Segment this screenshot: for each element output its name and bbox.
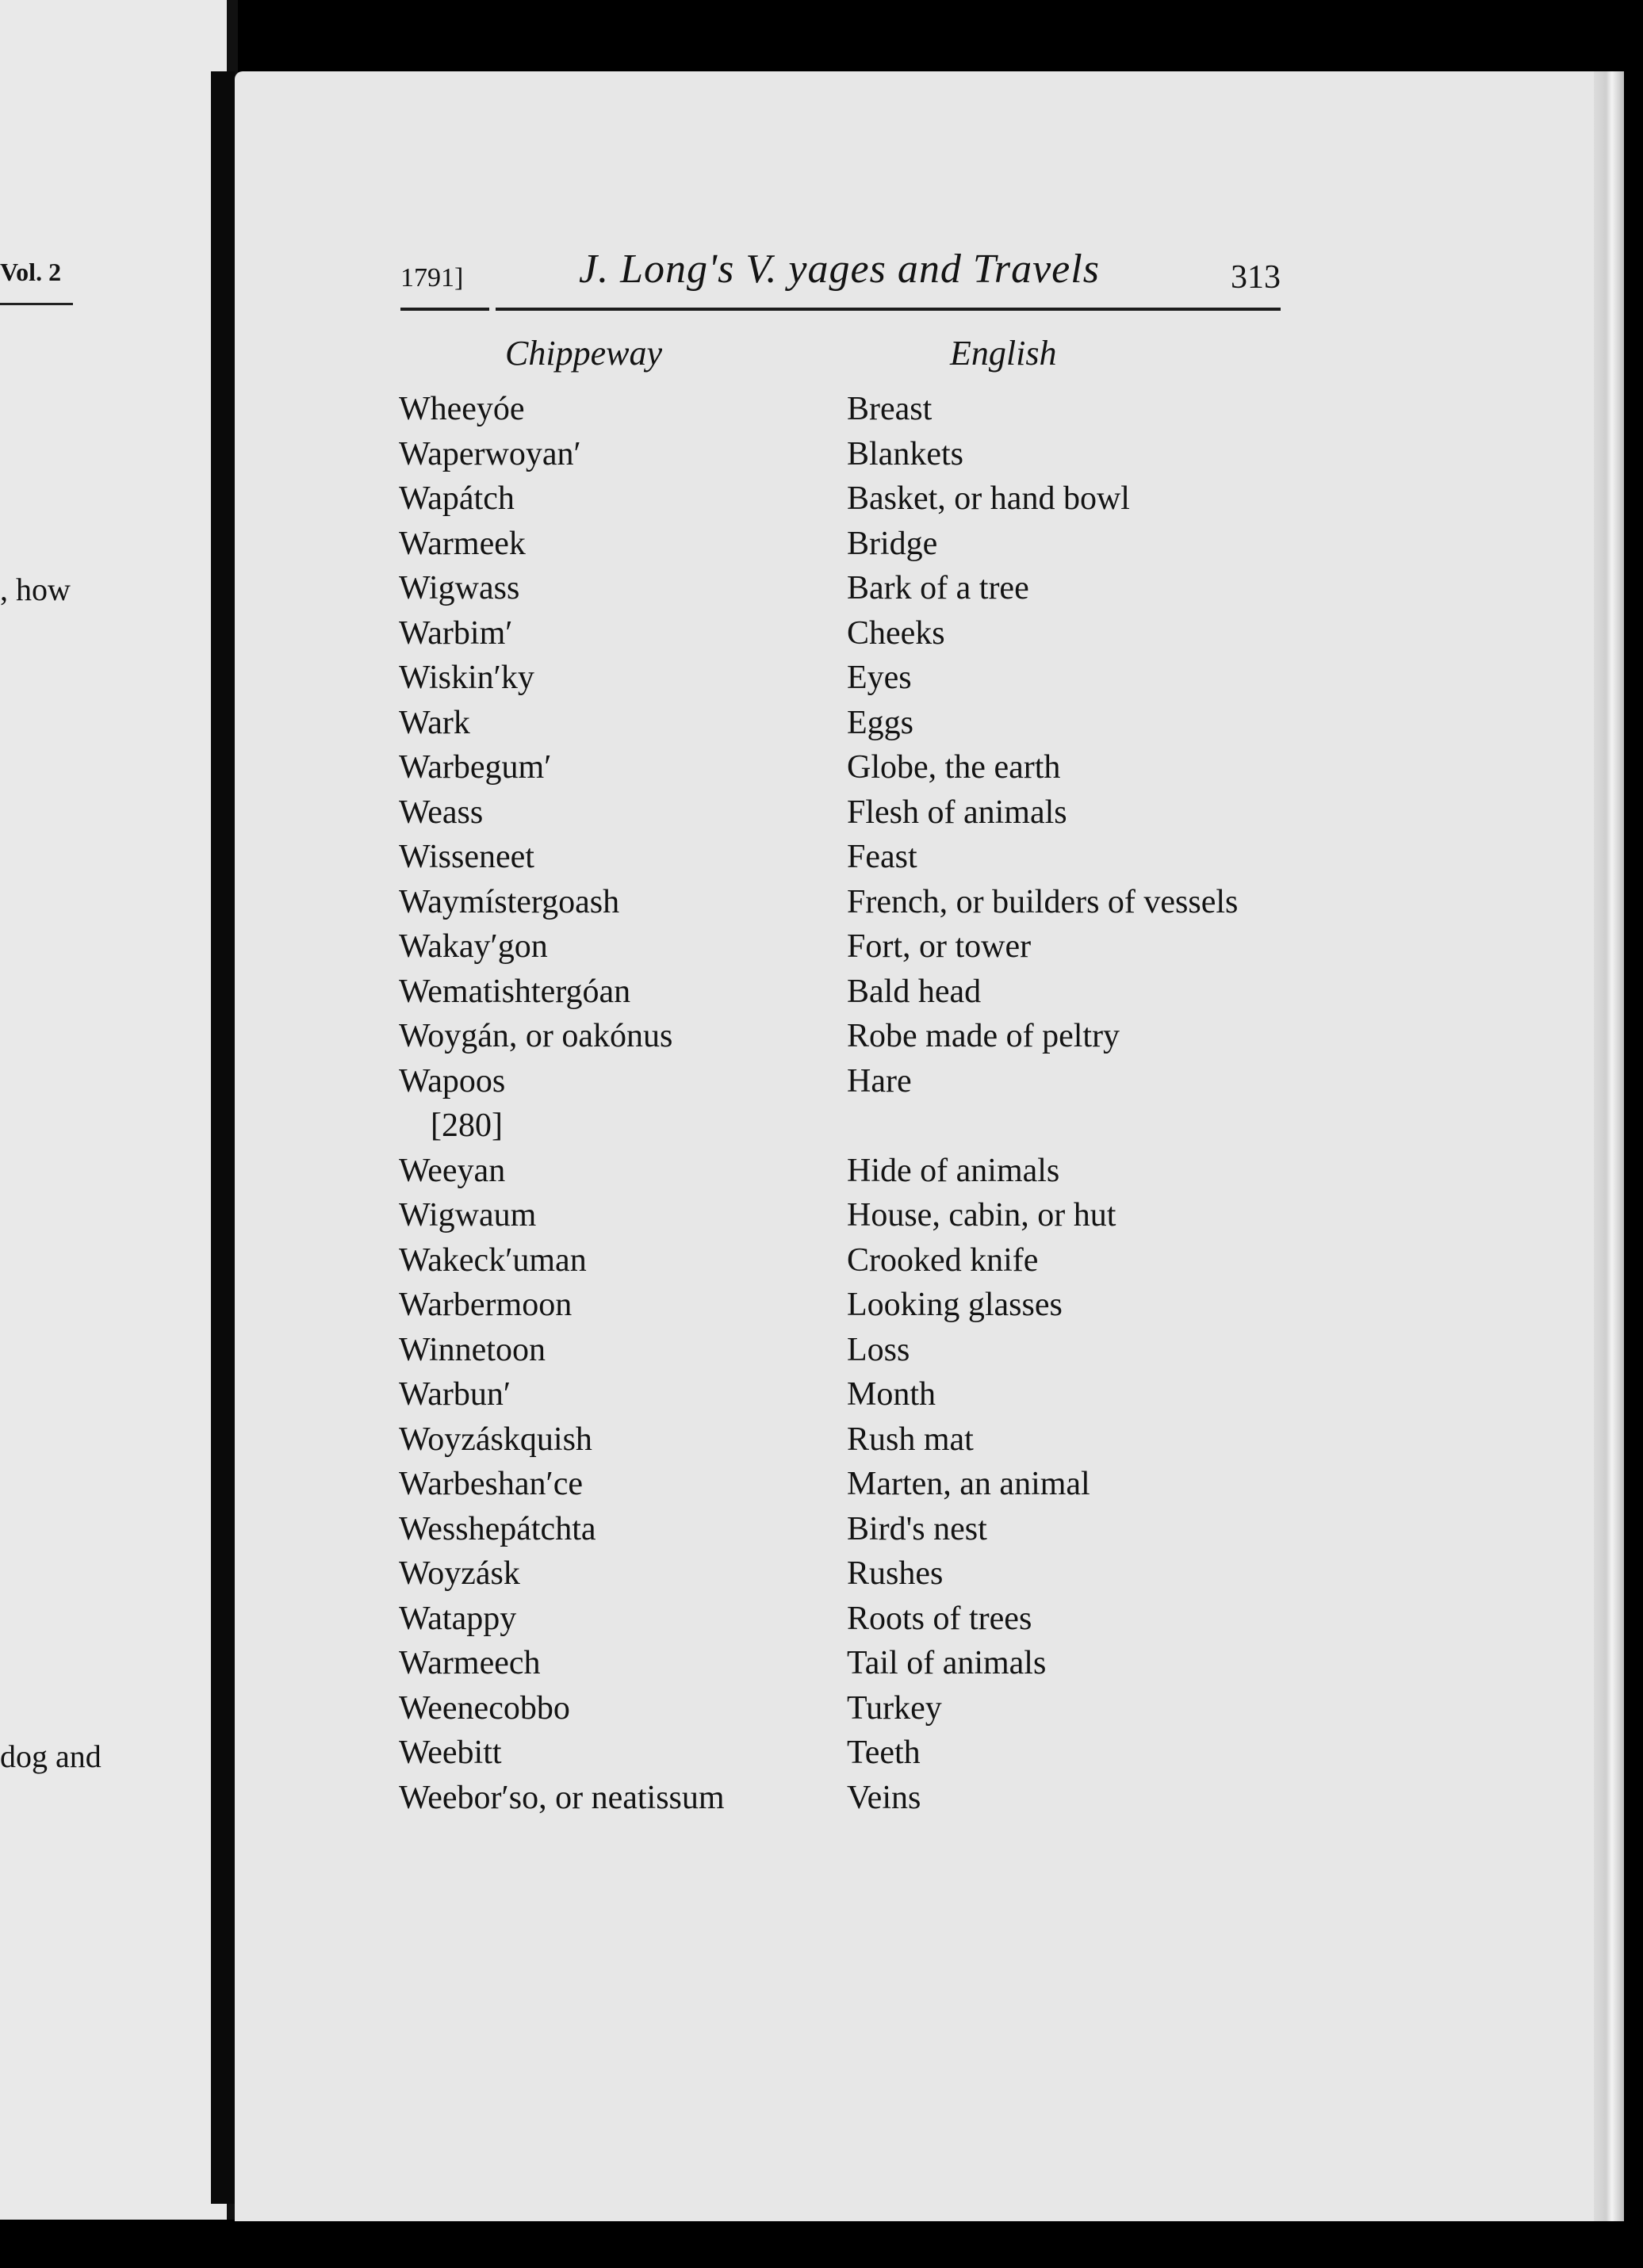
left-page-text-fragment: , how [0, 572, 71, 607]
table-row [399, 1641, 1311, 1686]
table-row [399, 656, 1311, 701]
table-row [399, 1283, 1311, 1328]
table-row [399, 1462, 1311, 1507]
table-row [399, 924, 1311, 970]
chippeway-word: Weass [399, 794, 484, 831]
english-word: Basket, or hand bowl [847, 480, 1130, 517]
english-word: Breast [847, 391, 933, 427]
english-word: Roots of trees [847, 1600, 1032, 1637]
table-row [399, 387, 1311, 432]
vocabulary-table [399, 387, 1311, 1820]
english-word: Veins [847, 1779, 921, 1816]
table-row [399, 1686, 1311, 1731]
english-word: Hare [847, 1062, 912, 1100]
left-page-header: Vol. 2 [0, 258, 73, 305]
running-head-title: J. Long's V. yages and Travels [579, 247, 1100, 292]
table-row [399, 522, 1311, 567]
chippeway-word: Warbim′ [399, 614, 513, 652]
chippeway-word: Warbermoon [399, 1287, 573, 1323]
english-word: Tail of animals [847, 1645, 1047, 1681]
chippeway-word: Warbeshan′ce [399, 1466, 584, 1502]
chippeway-word: Waperwoyan′ [399, 435, 581, 472]
column-header-english: English [950, 334, 1057, 373]
chippeway-word: Wheeyóe [399, 391, 525, 427]
chippeway-word: Weebor′so, or neatissum [399, 1779, 725, 1816]
table-row [399, 1731, 1311, 1776]
english-word: Looking glasses [847, 1287, 1063, 1323]
book-spine [211, 71, 235, 2204]
english-word: Teeth [847, 1734, 921, 1771]
chippeway-word: Weenecobbo [399, 1689, 570, 1727]
table-row [399, 1372, 1311, 1417]
chippeway-word: Wigwass [399, 570, 520, 606]
table-row [399, 1238, 1311, 1283]
table-row [399, 970, 1311, 1015]
english-word: Turkey [847, 1689, 942, 1727]
table-row [399, 1149, 1311, 1194]
chippeway-word: Wigwaum [399, 1197, 537, 1233]
english-word: Rushes [847, 1555, 944, 1592]
left-page-text-fragment: dog and [0, 1738, 101, 1774]
chippeway-word: Weebitt [399, 1734, 502, 1771]
chippeway-word: Warbegum′ [399, 749, 552, 786]
table-row [399, 476, 1311, 522]
english-word: Fort, or tower [847, 928, 1032, 965]
header-rule [496, 308, 1281, 311]
table-row [399, 1103, 1311, 1149]
table-row [399, 566, 1311, 611]
chippeway-word: Wesshepátchta [399, 1510, 596, 1547]
chippeway-word: Woyzáskquish [399, 1421, 592, 1458]
table-row [399, 1597, 1311, 1642]
running-head [400, 246, 1281, 309]
table-row [399, 1507, 1311, 1552]
english-word: Bark of a tree [847, 570, 1029, 606]
english-word: Flesh of animals [847, 794, 1067, 831]
english-word: Globe, the earth [847, 749, 1061, 786]
table-row [399, 701, 1311, 746]
table-row [399, 1551, 1311, 1597]
column-header-chippeway: Chippeway [505, 334, 662, 373]
table-row [399, 1776, 1311, 1821]
english-word: French, or builders of vessels [847, 883, 1239, 920]
table-row [399, 745, 1311, 790]
original-page-marker: [280] [431, 1107, 503, 1144]
english-word: Eggs [847, 704, 913, 741]
table-row [399, 432, 1311, 477]
chippeway-word: Wakeck′uman [399, 1241, 587, 1279]
english-word: Cheeks [847, 614, 945, 652]
chippeway-word: Wakay′gon [399, 928, 548, 965]
chippeway-word: Warmeech [399, 1645, 541, 1681]
english-word: Month [847, 1376, 936, 1413]
page-number: 313 [1231, 259, 1281, 296]
chippeway-word: Warmeek [399, 525, 526, 562]
chippeway-word: Wapátch [399, 480, 515, 517]
chippeway-word: Weeyan [399, 1152, 506, 1189]
table-row [399, 1417, 1311, 1463]
chippeway-word: Wiskin′ky [399, 660, 534, 696]
chippeway-word: Warbun′ [399, 1376, 511, 1413]
table-row [399, 880, 1311, 925]
english-word: Hide of animals [847, 1152, 1060, 1189]
table-row [399, 1059, 1311, 1104]
table-row [399, 1014, 1311, 1059]
english-word: Eyes [847, 660, 912, 696]
english-word: Bridge [847, 525, 938, 562]
english-word: Bald head [847, 973, 982, 1010]
english-word: Blankets [847, 435, 963, 472]
table-row [399, 835, 1311, 880]
chippeway-word: Wematishtergóan [399, 973, 631, 1010]
english-word: Marten, an animal [847, 1466, 1090, 1502]
english-word: Crooked knife [847, 1241, 1039, 1279]
chippeway-word: Woyzásk [399, 1555, 520, 1592]
english-word: Robe made of peltry [847, 1018, 1120, 1054]
english-word: House, cabin, or hut [847, 1197, 1116, 1233]
chippeway-word: Watappy [399, 1600, 517, 1637]
chippeway-word: Wapoos [399, 1062, 506, 1100]
chippeway-word: Waymístergoash [399, 883, 620, 920]
table-row [399, 1328, 1311, 1373]
english-word: Loss [847, 1331, 910, 1368]
left-page [0, 0, 238, 2220]
header-rule [400, 308, 489, 311]
english-word: Bird's nest [847, 1510, 987, 1547]
page-edge [1594, 71, 1624, 2221]
running-head-year: 1791] [400, 263, 464, 293]
table-row [399, 1193, 1311, 1238]
table-row [399, 790, 1311, 836]
table-row [399, 611, 1311, 656]
chippeway-word: Wisseneet [399, 839, 534, 875]
chippeway-word: Woygán, or oakónus [399, 1018, 673, 1054]
chippeway-word: Winnetoon [399, 1331, 546, 1368]
english-word: Feast [847, 839, 917, 875]
chippeway-word: Wark [399, 704, 470, 741]
english-word: Rush mat [847, 1421, 974, 1458]
